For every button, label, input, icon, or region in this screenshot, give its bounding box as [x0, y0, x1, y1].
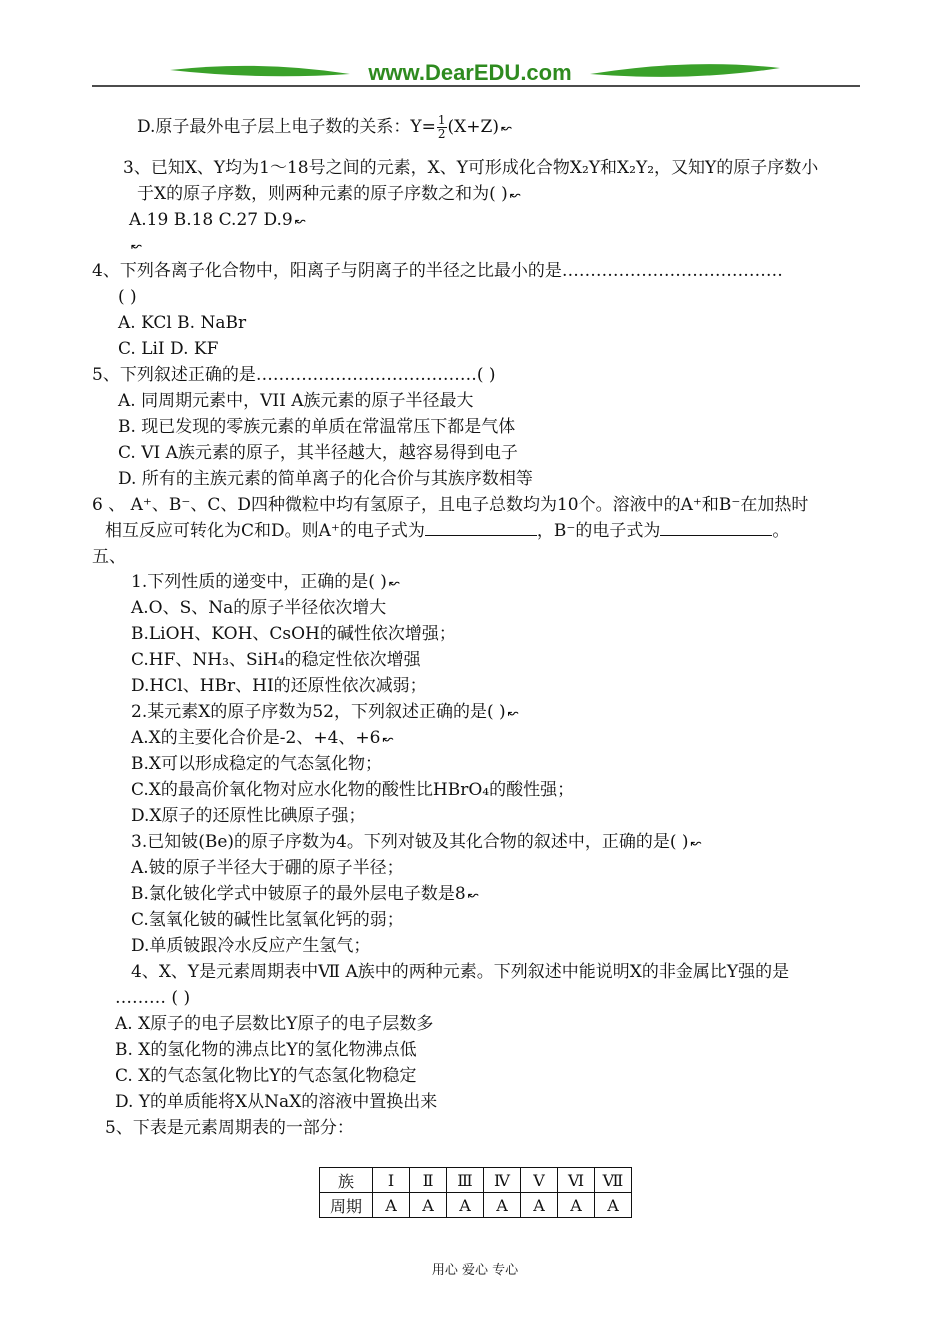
text-line [131, 804, 366, 828]
table-cell: Ⅱ [410, 1168, 447, 1193]
table-cell: 族 [320, 1168, 373, 1193]
page-header [0, 0, 950, 100]
text-line [131, 674, 427, 698]
table-cell: Ⅲ [447, 1168, 484, 1193]
line-text: C. VI A族元素的原子，其半径越大，越容易得到电子 [118, 443, 518, 463]
table-cell: A [373, 1193, 410, 1218]
header-swoosh-logo [0, 0, 950, 100]
line-text: 于X的原子序数，则两种元素的原子序数之和为( ) [137, 184, 508, 204]
paragraph-mark-icon: ↜ [294, 214, 306, 229]
periodic-table-fragment [319, 1167, 632, 1218]
line-text: (X+Z) [447, 117, 499, 137]
text-line [118, 337, 218, 361]
text-line [115, 1090, 437, 1114]
text-line [92, 493, 808, 517]
line-text: 4、X、Y是元素周期表中Ⅶ A族中的两种元素。下列叙述中能说明X的非金属比Y强的是 [131, 962, 790, 982]
text-line [131, 596, 386, 620]
text-line [118, 311, 246, 335]
table-cell: Ⅵ [558, 1168, 595, 1193]
paragraph-mark-icon: ↜ [131, 239, 142, 254]
paragraph-mark-icon: ↜ [500, 121, 512, 136]
text-line [105, 1116, 354, 1140]
text-line [118, 415, 515, 439]
table-cell: A [410, 1193, 447, 1218]
line-text: D.原子最外电子层上电子数的关系：Y= [137, 117, 436, 137]
line-text: 1.下列性质的递变中，正确的是( ) [131, 572, 387, 592]
table-cell: A [558, 1193, 595, 1218]
text-line [131, 830, 701, 856]
fraction [437, 114, 447, 141]
text-line [131, 934, 370, 958]
paragraph-mark-icon: ↜ [467, 888, 479, 903]
line-text: 3.已知铍(Be)的原子序数为4。下列对铍及其化合物的叙述中，正确的是( ) [131, 832, 689, 852]
text-line [118, 441, 518, 465]
text-line [131, 726, 393, 752]
text-line [131, 778, 574, 802]
paragraph-mark-icon: ↜ [388, 576, 400, 591]
text-line [115, 1012, 433, 1036]
line-text: 相互反应可转化为C和D。则A⁺的电子式为 [105, 521, 425, 541]
line-text: D.单质铍跟冷水反应产生氢气； [131, 936, 371, 956]
line-text: A. X原子的电子层数比Y原子的电子层数多 [115, 1014, 434, 1034]
table-cell: A [521, 1193, 558, 1218]
line-text: 4、下列各离子化合物中，阳离子与阴离子的半径之比最小的是………………………………… [92, 261, 783, 281]
line-text: D.X原子的还原性比碘原子强； [131, 806, 366, 826]
table-cell: Ⅳ [484, 1168, 521, 1193]
text-line [129, 233, 142, 259]
line-text: C.HF、NH₃、SiH₄的稳定性依次增强 [131, 650, 421, 670]
text-line [115, 986, 190, 1010]
text-line [137, 114, 512, 141]
text-line [131, 648, 421, 672]
line-text: 5、下表是元素周期表的一部分： [105, 1118, 354, 1138]
line-text: ( ) [118, 287, 137, 307]
line-text: B.LiOH、KOH、CsOH的碱性依次增强； [131, 624, 456, 644]
line-text: A. 同周期元素中，VII A族元素的原子半径最大 [118, 391, 474, 411]
text-line [131, 908, 404, 932]
line-text: C. X的气态氢化物比Y的气态氢化物稳定 [115, 1066, 417, 1086]
text-line [118, 467, 533, 491]
line-text: A.19 B.18 C.27 D.9 [129, 210, 293, 230]
line-text: 6 、 A⁺、B⁻、C、D四种微粒中均有氢原子，且电子总数均为10个。溶液中的A⁺和B⁻在加热时 [92, 495, 809, 515]
line-text: ，B⁻的电子式为 [536, 521, 661, 541]
table-cell: 周期 [320, 1193, 373, 1218]
text-line [92, 363, 495, 387]
left-swoosh [170, 66, 350, 76]
text-line [115, 1038, 417, 1062]
text-line [92, 545, 126, 569]
paragraph-mark-icon: ↜ [509, 188, 521, 203]
table-cell: Ⅶ [595, 1168, 632, 1193]
line-text: D. 所有的主族元素的简单离子的化合价与其族序数相等 [118, 469, 533, 489]
text-line [131, 700, 519, 726]
table-row [320, 1193, 632, 1218]
site-logo-text: www.DearEDU.com [368, 60, 572, 85]
line-text: D. Y的单质能将X从NaX的溶液中置换出来 [115, 1092, 438, 1112]
table-cell: Ⅰ [373, 1168, 410, 1193]
text-line [105, 519, 789, 543]
text-line [131, 752, 382, 776]
table-cell: Ⅴ [521, 1168, 558, 1193]
line-text: A.O、S、Na的原子半径依次增大 [131, 598, 387, 618]
line-text: C.氢氧化铍的碱性比氢氧化钙的弱； [131, 910, 404, 930]
text-line [118, 389, 473, 413]
text-line [131, 622, 456, 646]
text-line [131, 856, 404, 880]
line-text: 3、已知X、Y均为1～18号之间的元素，X、Y可形成化合物X₂Y和X₂Y₂，又知Y的原子序数小 [123, 158, 819, 178]
text-line [118, 285, 137, 309]
line-text: C. LiI D. KF [118, 339, 219, 359]
table-row [320, 1168, 632, 1193]
text-line [131, 882, 479, 908]
line-text: A.X的主要化合价是-2、+4、+6 [131, 728, 381, 748]
line-text: A.铍的原子半径大于硼的原子半径； [131, 858, 404, 878]
table-cell: A [595, 1193, 632, 1218]
table-cell: A [447, 1193, 484, 1218]
line-text: A. KCl B. NaBr [118, 313, 247, 333]
line-text: C.X的最高价氧化物对应水化物的酸性比HBrO₄的酸性强； [131, 780, 575, 800]
text-line [131, 570, 400, 596]
text-line [131, 960, 789, 984]
paragraph-mark-icon: ↜ [382, 732, 394, 747]
line-text: B. X的氢化物的沸点比Y的氢化物沸点低 [115, 1040, 417, 1060]
paragraph-mark-icon: ↜ [507, 706, 519, 721]
right-swoosh [590, 64, 780, 77]
answer-blank[interactable] [660, 519, 772, 536]
fraction-numerator: 1 [437, 113, 446, 127]
text-line [115, 1064, 417, 1088]
line-text: B. 现已发现的零族元素的单质在常温常压下都是气体 [118, 417, 516, 437]
text-line [129, 208, 306, 234]
table-cell: A [484, 1193, 521, 1218]
page-footer: 用心 爱心 专心 [431, 1263, 519, 1278]
fraction-denominator: 2 [437, 127, 446, 141]
line-text: 2.某元素X的原子序数为52，下列叙述正确的是( ) [131, 702, 506, 722]
line-text: 5、下列叙述正确的是…………………………………( ) [92, 365, 496, 385]
line-text: 五、 [92, 547, 126, 567]
line-text: ……… ( ) [115, 988, 191, 1008]
text-line [137, 182, 521, 208]
answer-blank[interactable] [425, 519, 537, 536]
paragraph-mark-icon: ↜ [690, 836, 702, 851]
text-line [123, 156, 818, 180]
line-text: D.HCl、HBr、HI的还原性依次减弱； [131, 676, 427, 696]
text-line [92, 259, 783, 283]
line-text: 。 [772, 521, 790, 541]
line-text: B.X可以形成稳定的气态氢化物； [131, 754, 382, 774]
line-text: B.氯化铍化学式中铍原子的最外层电子数是8 [131, 884, 466, 904]
